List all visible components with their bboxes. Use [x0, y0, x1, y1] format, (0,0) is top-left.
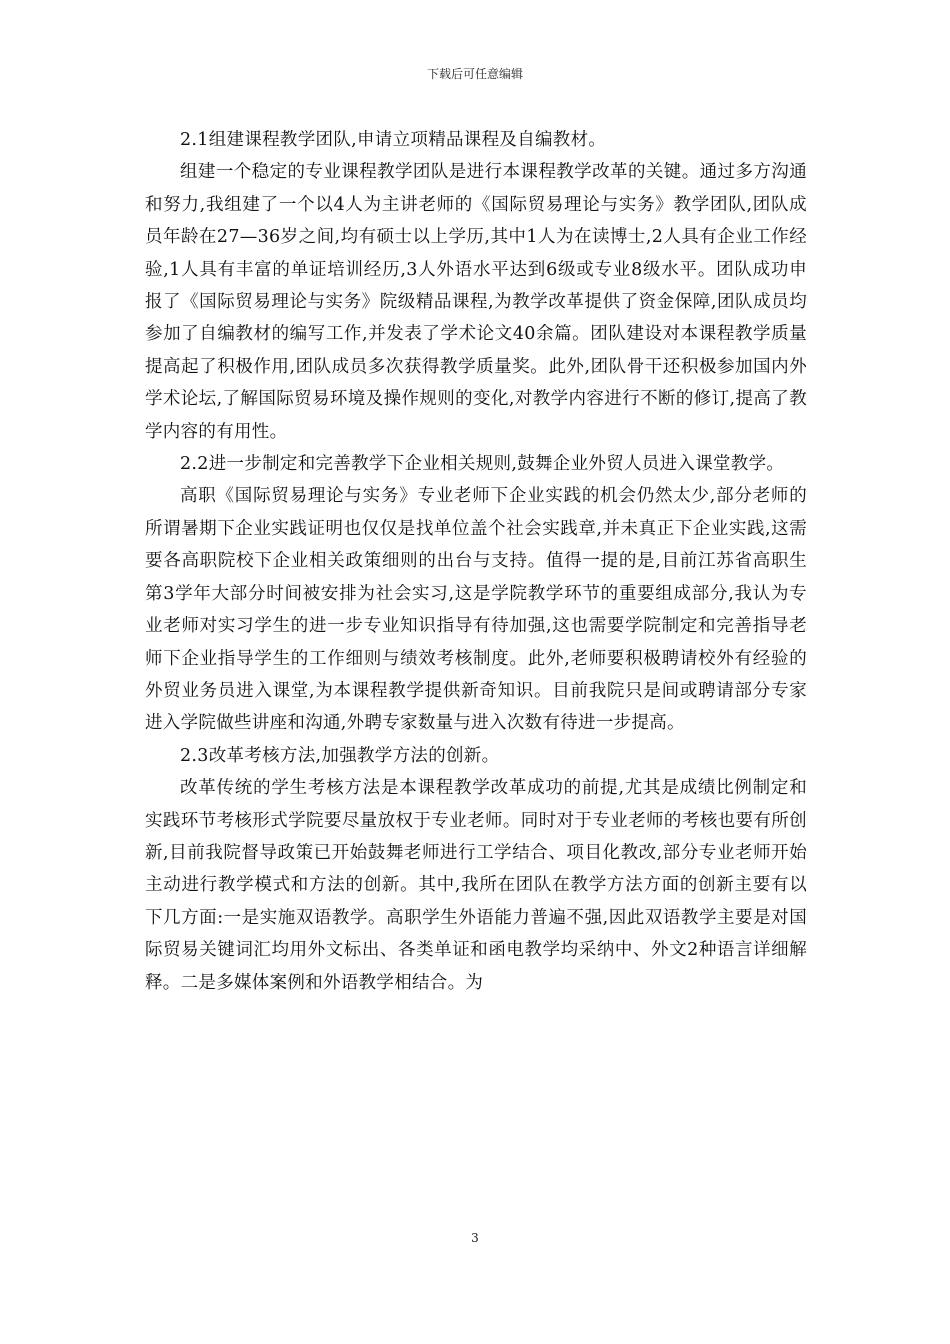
body-paragraph: 改革传统的学生考核方法是本课程教学改革成功的前提,尤其是成绩比例制定和实践环节考核形式学院要尽量放权于专业老师。同时对于专业老师的考核也要有所创新,目前我院督导政策已开始鼓舞老师进行工学结合、项目化教改,部分专业老师开始主动进行教学模式和方法的创新。其中,我所在团队在教学方法方面的创新主要有以下几方面:一是实施双语教学。高职学生外语能力普遍不强,因此双语教学主要是对国际贸易关键词汇均用外文标出、各类单证和函电教学均采纳中、外文2种语言详细解释。二是多媒体案例和外语教学相结合。为: [145, 778, 807, 993]
body-paragraph: 组建一个稳定的专业课程教学团队是进行本课程教学改革的关键。通过多方沟通和努力,我组建了一个以4人为主讲老师的《国际贸易理论与实务》教学团队,团队成员年龄在27—36岁之间,均有硕士以上学历,其中1人为在读博士,2人具有企业工作经验,1人具有丰富的单证培训经历,3人外语水平达到6级或专业8级水平。团队成功申报了《国际贸易理论与实务》院级精品课程,为教学改革提供了资金保障,团队成员均参加了自编教材的编写工作,并发表了学术论文40余篇。团队建设对本课程教学质量提高起了积极作用,团队成员多次获得教学质量奖。此外,团队骨干还积极参加国内外学术论坛,了解国际贸易环境及操作规则的变化,对教学内容进行不断的修订,提高了教学内容的有用性。: [145, 162, 807, 442]
body-paragraph: 高职《国际贸易理论与实务》专业老师下企业实践的机会仍然太少,部分老师的所谓暑期下企业实践证明也仅仅是找单位盖个社会实践章,并未真正下企业实践,这需要各高职院校下企业相关政策细则的出台与支持。值得一提的是,目前江苏省高职生第3学年大部分时间被安排为社会实习,这是学院教学环节的重要组成部分,我认为专业老师对实习学生的进一步专业知识指导有待加强,这也需要学院制定和完善指导老师下企业指导学生的工作细则与绩效考核制度。此外,老师要积极聘请校外有经验的外贸业务员进入课堂,为本课程教学提供新奇知识。目前我院只是间或聘请部分专家进入学院做些讲座和沟通,外聘专家数量与进入次数有待进一步提高。: [145, 486, 807, 734]
page-number: 3: [471, 1231, 479, 1245]
section-heading-2-2: 2.2进一步制定和完善教学下企业相关规则,鼓舞企业外贸人员进入课堂教学。: [180, 454, 785, 475]
section-heading-2-3: 2.3改革考核方法,加强教学方法的创新。: [180, 745, 500, 766]
section-heading-2-1: 2.1组建课程教学团队,申请立项精品课程及自编教材。: [180, 130, 607, 150]
document-body: [145, 124, 807, 999]
page-header: 下载后可任意编辑: [426, 67, 523, 81]
